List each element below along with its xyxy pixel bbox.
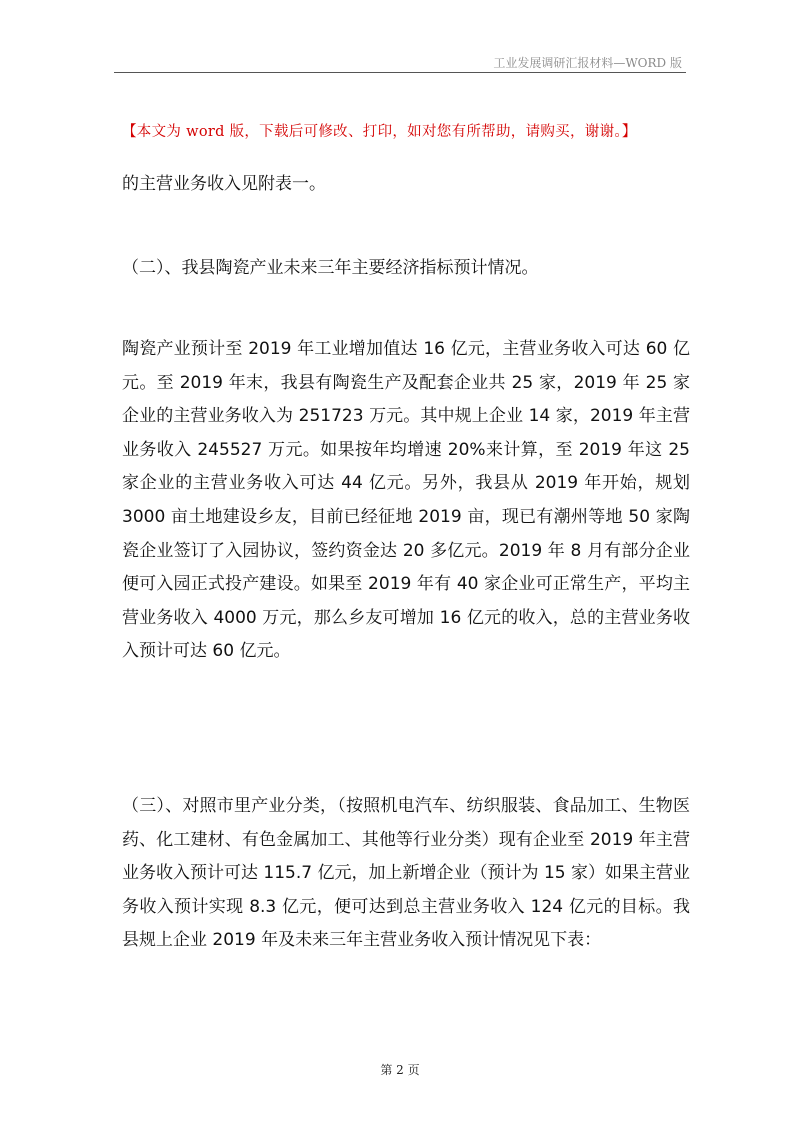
- section-heading-2: （二）、我县陶瓷产业未来三年主要经济指标预计情况。: [122, 258, 539, 278]
- page-number: 第 2 页: [380, 1063, 420, 1077]
- document-header: 工业发展调研汇报材料—WORD 版: [493, 56, 682, 70]
- paragraph-ceramics: 陶瓷产业预计至 2019 年工业增加值达 16 亿元，主营业务收入可达 60 亿元。至 2019 年末，我县有陶瓷生产及配套企业共 25 家，2019 年 25 家企业的主营业务收入为 251723 万元。其中规上企业 14 家，2019 年主营业务收入 245527 万元。如果按年均增速 20%来计算，至 2019 年这 25 家企业的主营业务收入可达 44 亿元。另外，我县从 2019 年开始，规划 3000 亩土地建设乡友，目前已经征地 2019 亩，现已有潮州等地 50 家陶瓷企业签订了入园协议，签约资金达 20 多亿元。2019 年 8 月有部分企业便可入园正式投产建设。如果至 2019 年有 40 家企业可正常生产，平均主营业务收入 4000 万元，那么乡友可增加 16 亿元的收入，总的主营业务收入预计可达 60 亿元。: [122, 339, 690, 662]
- paragraph-1: 的主营业务收入见附表一。: [122, 174, 326, 194]
- paragraph-section-3: （三）、对照市里产业分类，（按照机电汽车、纺织服装、食品加工、生物医药、化工建材、有色金属加工、其他等行业分类）现有企业至 2019 年主营业务收入预计可达 115.7 亿元，加上新增企业（预计为 15 家）如果主营业务收入预计实现 8.3 亿元，便可达到总主营业务收入 124 亿元的目标。我县规上企业 2019 年及未来三年主营业务收入预计情况见下表：: [122, 796, 690, 951]
- header-divider: [114, 72, 686, 73]
- download-notice: 【本文为 word 版，下载后可修改、打印，如对您有所帮助，请购买，谢谢。】: [122, 124, 637, 140]
